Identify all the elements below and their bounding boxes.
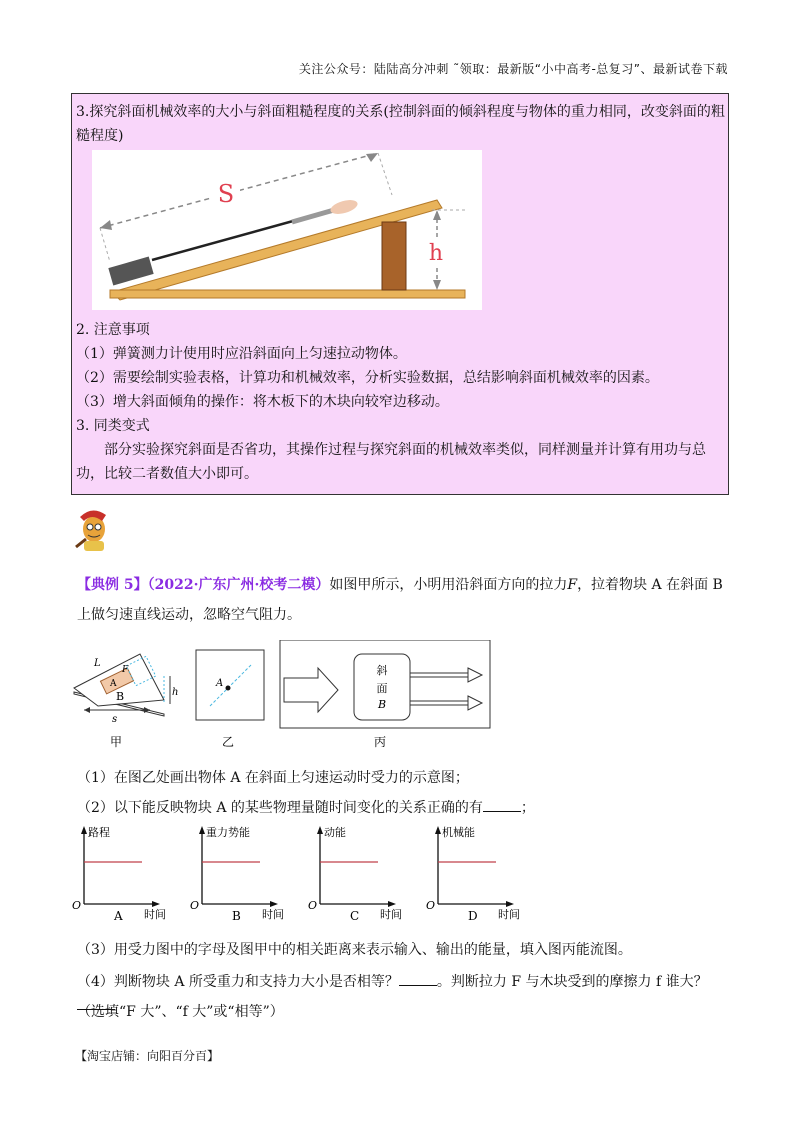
graph-y-label: 路程 (88, 826, 110, 839)
graph-x-label: 时间 (498, 908, 520, 921)
answer-blank[interactable] (399, 971, 437, 986)
bing-caption: 丙 (374, 735, 387, 749)
graph-y-label: 机械能 (442, 826, 475, 839)
question-2 (77, 796, 737, 820)
figure-yi (196, 650, 264, 749)
ramp-h-label: h (428, 241, 444, 266)
question-4-text-b: 。判断拉力 F 与木块受到的摩擦力 f 谁大？ (436, 974, 708, 990)
note-item: （3）增大斜面倾角的操作：将木板下的木块向较窄边移动。 (76, 394, 449, 410)
graph-option-letter: B (232, 909, 241, 923)
graph-origin-label: O (190, 899, 200, 912)
graph-origin-label: O (426, 899, 436, 912)
graph-y-arrow (317, 826, 323, 834)
variant-text: 部分实验探究斜面是否省功，其操作过程与探究斜面的机械效率类似，同样测量并计算有用功与总功，比较二者数值大小即可。 (76, 442, 706, 482)
force-symbol: F (567, 577, 578, 593)
example-tag: 【典例 5】 (77, 577, 148, 593)
bing-box-line2: 面 (376, 682, 388, 695)
graph-x-label: 时间 (262, 908, 284, 921)
graph-option-letter: D (468, 909, 478, 923)
example-source: （2022·广东广州·校考二模） (147, 577, 330, 593)
graph-y-arrow (199, 826, 205, 834)
figure-row (70, 640, 520, 750)
jia-s-label: s (112, 714, 118, 725)
jia-F-label: F (122, 665, 129, 675)
question-3: （3）用受力图中的字母及图甲中的相关距离来表示输入、输出的能量，填入图丙能流图。 (77, 942, 632, 958)
mascot-icon (72, 503, 112, 555)
notes-heading: 2. 注意事项 (76, 322, 150, 338)
figure-jia (74, 654, 178, 749)
figure-bing (280, 640, 490, 749)
example-text-a: 如图甲所示，小明用沿斜面方向的拉力 (329, 577, 568, 593)
experiment-box (71, 93, 729, 495)
graph-y-label: 动能 (324, 826, 346, 839)
notes-section (72, 318, 722, 486)
bing-box-line1: 斜 (376, 664, 388, 677)
question-1: （1）在图乙处画出物体 A 在斜面上匀速运动时受力的示意图； (77, 770, 469, 786)
graph-x-arrow (506, 901, 514, 907)
jia-caption: 甲 (110, 735, 123, 749)
jia-A-label: A (110, 679, 117, 689)
graph-origin-label: O (72, 899, 82, 912)
graph-y-arrow (435, 826, 441, 834)
graph-options (70, 824, 540, 924)
graph-x-arrow (270, 901, 278, 907)
jia-L-label: L (94, 658, 101, 669)
question-4-options: （选填“F 大”、“f 大”或“相等”） (77, 1004, 284, 1020)
graph-x-arrow (152, 901, 160, 907)
answer-blank[interactable] (483, 797, 521, 812)
graph-y-arrow (81, 826, 87, 834)
jia-h-label: h (172, 687, 179, 698)
question-2-end: ； (520, 800, 535, 816)
variant-heading: 3. 同类变式 (76, 418, 150, 434)
graph-y-label: 重力势能 (206, 826, 250, 839)
yi-A-label: A (216, 678, 224, 689)
graph-x-arrow (388, 901, 396, 907)
question-4-text-a: （4）判断物块 A 所受重力和支持力大小是否相等？ (77, 974, 399, 990)
graph-x-label: 时间 (144, 908, 166, 921)
page-footer: 【淘宝店铺：向阳百分百】 (75, 1049, 220, 1063)
jia-B-label: B (116, 690, 125, 703)
yi-caption: 乙 (222, 735, 235, 749)
note-item: （1）弹簧测力计使用时应沿斜面向上匀速拉动物体。 (76, 346, 407, 362)
question-2-text: （2）以下能反映物块 A 的某些物理量随时间变化的关系正确的有 (77, 800, 483, 816)
graph-option-letter: A (114, 909, 123, 923)
page-header: 关注公众号：陆陆高分冲刺 ˜领取：最新版“小中高考-总复习”、最新试卷下载 (298, 62, 728, 76)
ramp-s-label: S (217, 180, 235, 208)
graph-x-label: 时间 (380, 908, 402, 921)
graph-origin-label: O (308, 899, 318, 912)
ramp-illustration (92, 150, 482, 310)
example-text-b: ，拉着物块 A 在斜面 B 上做匀速直线运动，忽略空气阻力。 (77, 577, 723, 623)
box-title: 3.探究斜面机械效率的大小与斜面粗糙程度的关系(控制斜面的倾斜程度与物体的重力相同，改变斜面的粗糙程度) (76, 104, 725, 144)
note-item: （2）需要绘制实验表格，计算功和机械效率，分析实验数据，总结影响斜面机械效率的因素。 (76, 370, 659, 386)
graph-option-letter: C (350, 909, 360, 923)
example-paragraph (77, 570, 727, 630)
bing-box-line3: B (377, 698, 387, 711)
